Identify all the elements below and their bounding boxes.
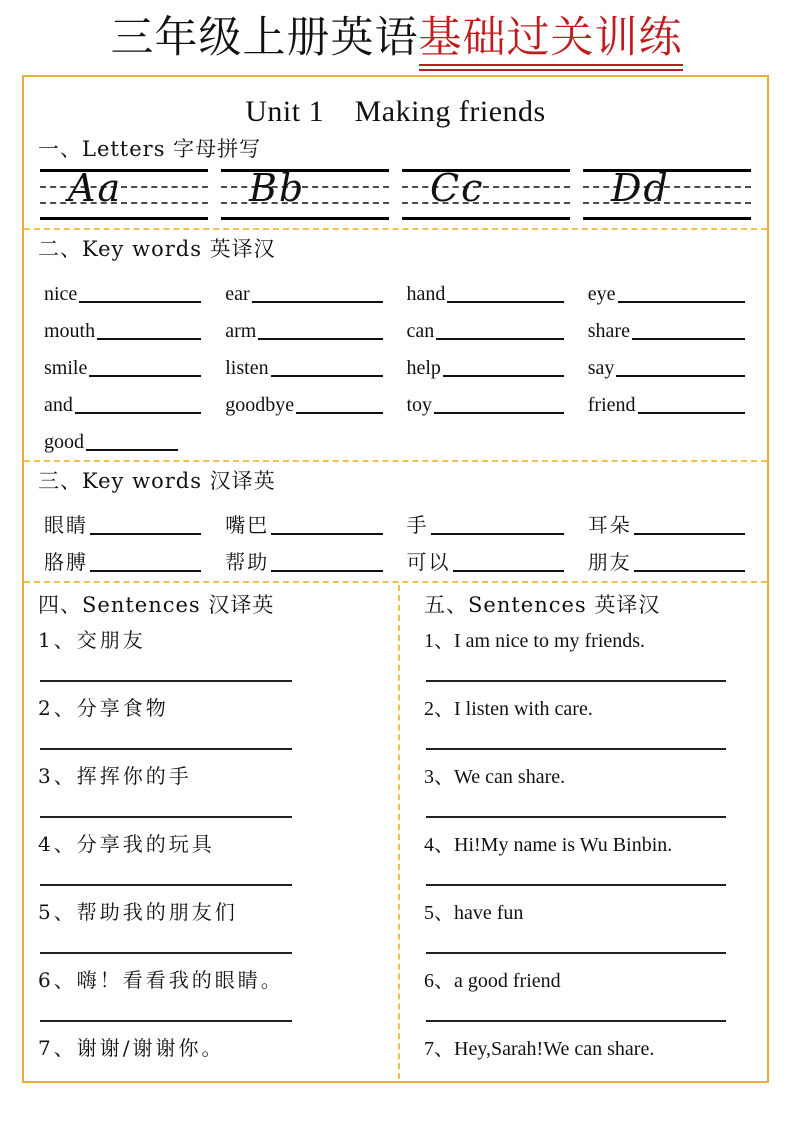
key-word: 朋友 — [587, 550, 632, 574]
sentence-text: 1、I am nice to my friends. — [424, 630, 646, 652]
page-title — [0, 4, 793, 65]
sentence-text: 7、谢谢/谢谢你。 — [38, 1036, 225, 1060]
answer-blank — [252, 301, 383, 303]
key-word: friend — [587, 394, 636, 416]
answer-blank — [79, 301, 201, 303]
answer-line — [426, 816, 726, 818]
section-divider — [24, 228, 767, 230]
key-word-cell — [44, 538, 201, 575]
key-word: 胳膊 — [44, 550, 88, 574]
answer-blank — [75, 412, 201, 414]
key-word: toy — [406, 394, 433, 416]
worksheet-box — [22, 75, 769, 1083]
key-word: listen — [225, 357, 269, 379]
section-divider — [24, 460, 767, 462]
key-word: nice — [44, 283, 78, 305]
guide-dashed-line — [402, 202, 570, 204]
key-word-cell — [44, 269, 201, 306]
key-word-cell — [407, 269, 564, 306]
key-word-cell — [44, 501, 201, 538]
section-letters-heading: 一、Letters 字母拼写 — [38, 137, 262, 161]
key-word-cell — [407, 306, 564, 343]
sentence-text: 5、have fun — [424, 902, 524, 924]
key-word-cell — [407, 501, 564, 538]
key-word: ear — [225, 283, 250, 305]
section-keywords-cn-heading: 三、Key words 汉译英 — [38, 469, 276, 493]
answer-blank — [89, 375, 201, 377]
sentence-text: 3、We can share. — [424, 766, 566, 788]
answer-blank — [258, 338, 382, 340]
key-word-cell — [44, 380, 201, 417]
sentence-text: 2、I listen with care. — [424, 698, 593, 720]
sentence-text: 6、嗨！看看我的眼睛。 — [38, 968, 284, 992]
answer-blank — [271, 533, 382, 535]
key-word: 眼睛 — [44, 513, 88, 537]
sentences-cn-column — [24, 585, 400, 1083]
key-word: hand — [406, 283, 446, 305]
key-word-cell — [588, 306, 745, 343]
key-word: say — [587, 357, 615, 379]
guide-dashed-line — [402, 186, 570, 188]
writing-guide-dd — [583, 166, 751, 220]
answer-line — [40, 748, 292, 750]
sentence-item — [424, 621, 767, 689]
sentence-item — [424, 689, 767, 757]
key-word-cell — [225, 306, 382, 343]
key-word: goodbye — [225, 394, 295, 416]
answer-blank — [638, 412, 745, 414]
sentence-text: 6、a good friend — [424, 970, 561, 992]
answer-blank — [97, 338, 201, 340]
answer-line — [426, 1020, 726, 1022]
answer-blank — [436, 338, 563, 340]
guide-letters: Cc — [430, 166, 485, 210]
sentence-item — [38, 757, 398, 825]
answer-line — [40, 680, 292, 682]
page-title-red-underlined: 基础过关训练 — [419, 13, 683, 71]
answer-blank — [90, 533, 201, 535]
writing-guide-bb — [221, 166, 389, 220]
answer-line — [40, 884, 292, 886]
key-word: good — [44, 431, 84, 453]
key-word: eye — [587, 283, 616, 305]
key-word: and — [44, 394, 73, 416]
guide-letters: Bb — [249, 166, 306, 210]
writing-guide-cc — [402, 166, 570, 220]
key-word-cell — [588, 501, 745, 538]
key-word: 帮助 — [225, 550, 270, 574]
sentence-item — [38, 893, 398, 961]
key-word-cell — [44, 306, 201, 343]
key-word-cell — [588, 269, 745, 306]
answer-blank — [271, 570, 382, 572]
sentence-text: 1、交朋友 — [38, 628, 146, 652]
answer-blank — [634, 570, 745, 572]
sentence-text: 5、帮助我的朋友们 — [38, 900, 238, 924]
key-word: 嘴巴 — [225, 513, 270, 537]
writing-guide-aa — [40, 166, 208, 220]
key-word-cell — [588, 380, 745, 417]
keywords-cn-grid — [24, 499, 767, 579]
key-word: can — [406, 320, 435, 342]
guide-letters: Dd — [611, 166, 670, 210]
key-word-cell — [44, 417, 201, 454]
answer-blank — [443, 375, 564, 377]
guide-letters: Aa — [68, 166, 123, 210]
sentence-item — [38, 825, 398, 893]
section-sentences-cn-heading: 四、Sentences 汉译英 — [38, 593, 275, 617]
key-word-cell — [588, 343, 745, 380]
writing-guides-row — [24, 166, 767, 220]
key-word-cell — [407, 538, 564, 575]
answer-blank — [634, 533, 745, 535]
sentence-item — [424, 893, 767, 961]
keywords-en-grid — [24, 267, 767, 458]
sentence-text: 4、Hi!My name is Wu Binbin. — [424, 834, 673, 856]
answer-line — [426, 748, 726, 750]
sentence-text: 4、分享我的玩具 — [38, 832, 215, 856]
key-word-cell — [407, 343, 564, 380]
answer-blank — [632, 338, 745, 340]
unit-title: Unit 1 Making friends — [245, 95, 546, 128]
guide-dashed-line — [40, 186, 208, 188]
answer-blank — [431, 533, 564, 535]
answer-blank — [90, 570, 201, 572]
answer-line — [426, 680, 726, 682]
answer-blank — [271, 375, 383, 377]
answer-line — [40, 952, 292, 954]
sentence-item — [424, 757, 767, 825]
key-word: 可以 — [406, 550, 451, 574]
sentence-item — [38, 621, 398, 689]
key-word-cell — [44, 343, 201, 380]
key-word: share — [587, 320, 630, 342]
answer-line — [40, 816, 292, 818]
sentences-area — [24, 585, 767, 1083]
sentence-text: 7、Hey,Sarah!We can share. — [424, 1038, 655, 1060]
key-word: smile — [44, 357, 88, 379]
key-word-cell — [407, 380, 564, 417]
sentence-item — [424, 825, 767, 893]
sentence-item — [38, 961, 398, 1029]
section-divider — [24, 581, 767, 583]
key-word-cell — [225, 538, 382, 575]
answer-blank — [447, 301, 563, 303]
key-word-cell — [225, 343, 382, 380]
sentence-text: 2、分享食物 — [38, 696, 169, 720]
sentence-item — [38, 689, 398, 757]
key-word: help — [406, 357, 441, 379]
answer-blank — [618, 301, 745, 303]
key-word: 手 — [406, 513, 429, 537]
answer-blank — [296, 412, 382, 414]
sentence-item — [424, 961, 767, 1029]
answer-blank — [434, 412, 564, 414]
answer-blank — [86, 449, 178, 451]
section-keywords-en-heading: 二、Key words 英译汉 — [38, 237, 276, 261]
key-word-cell — [225, 269, 382, 306]
answer-blank — [616, 375, 745, 377]
key-word: 耳朵 — [587, 513, 632, 537]
page-title-black: 三年级上册英语 — [110, 13, 419, 63]
answer-blank — [453, 570, 564, 572]
guide-dashed-line — [40, 202, 208, 204]
key-word-cell — [588, 538, 745, 575]
section-sentences-en-heading: 五、Sentences 英译汉 — [424, 593, 661, 617]
sentences-en-column — [400, 585, 767, 1083]
answer-line — [426, 884, 726, 886]
sentence-item — [38, 1029, 398, 1083]
key-word: arm — [225, 320, 257, 342]
key-word: mouth — [44, 320, 96, 342]
key-word-cell — [225, 380, 382, 417]
sentence-text: 3、挥挥你的手 — [38, 764, 192, 788]
sentence-item — [424, 1029, 767, 1083]
answer-line — [40, 1020, 292, 1022]
answer-line — [426, 952, 726, 954]
key-word-cell — [225, 501, 382, 538]
